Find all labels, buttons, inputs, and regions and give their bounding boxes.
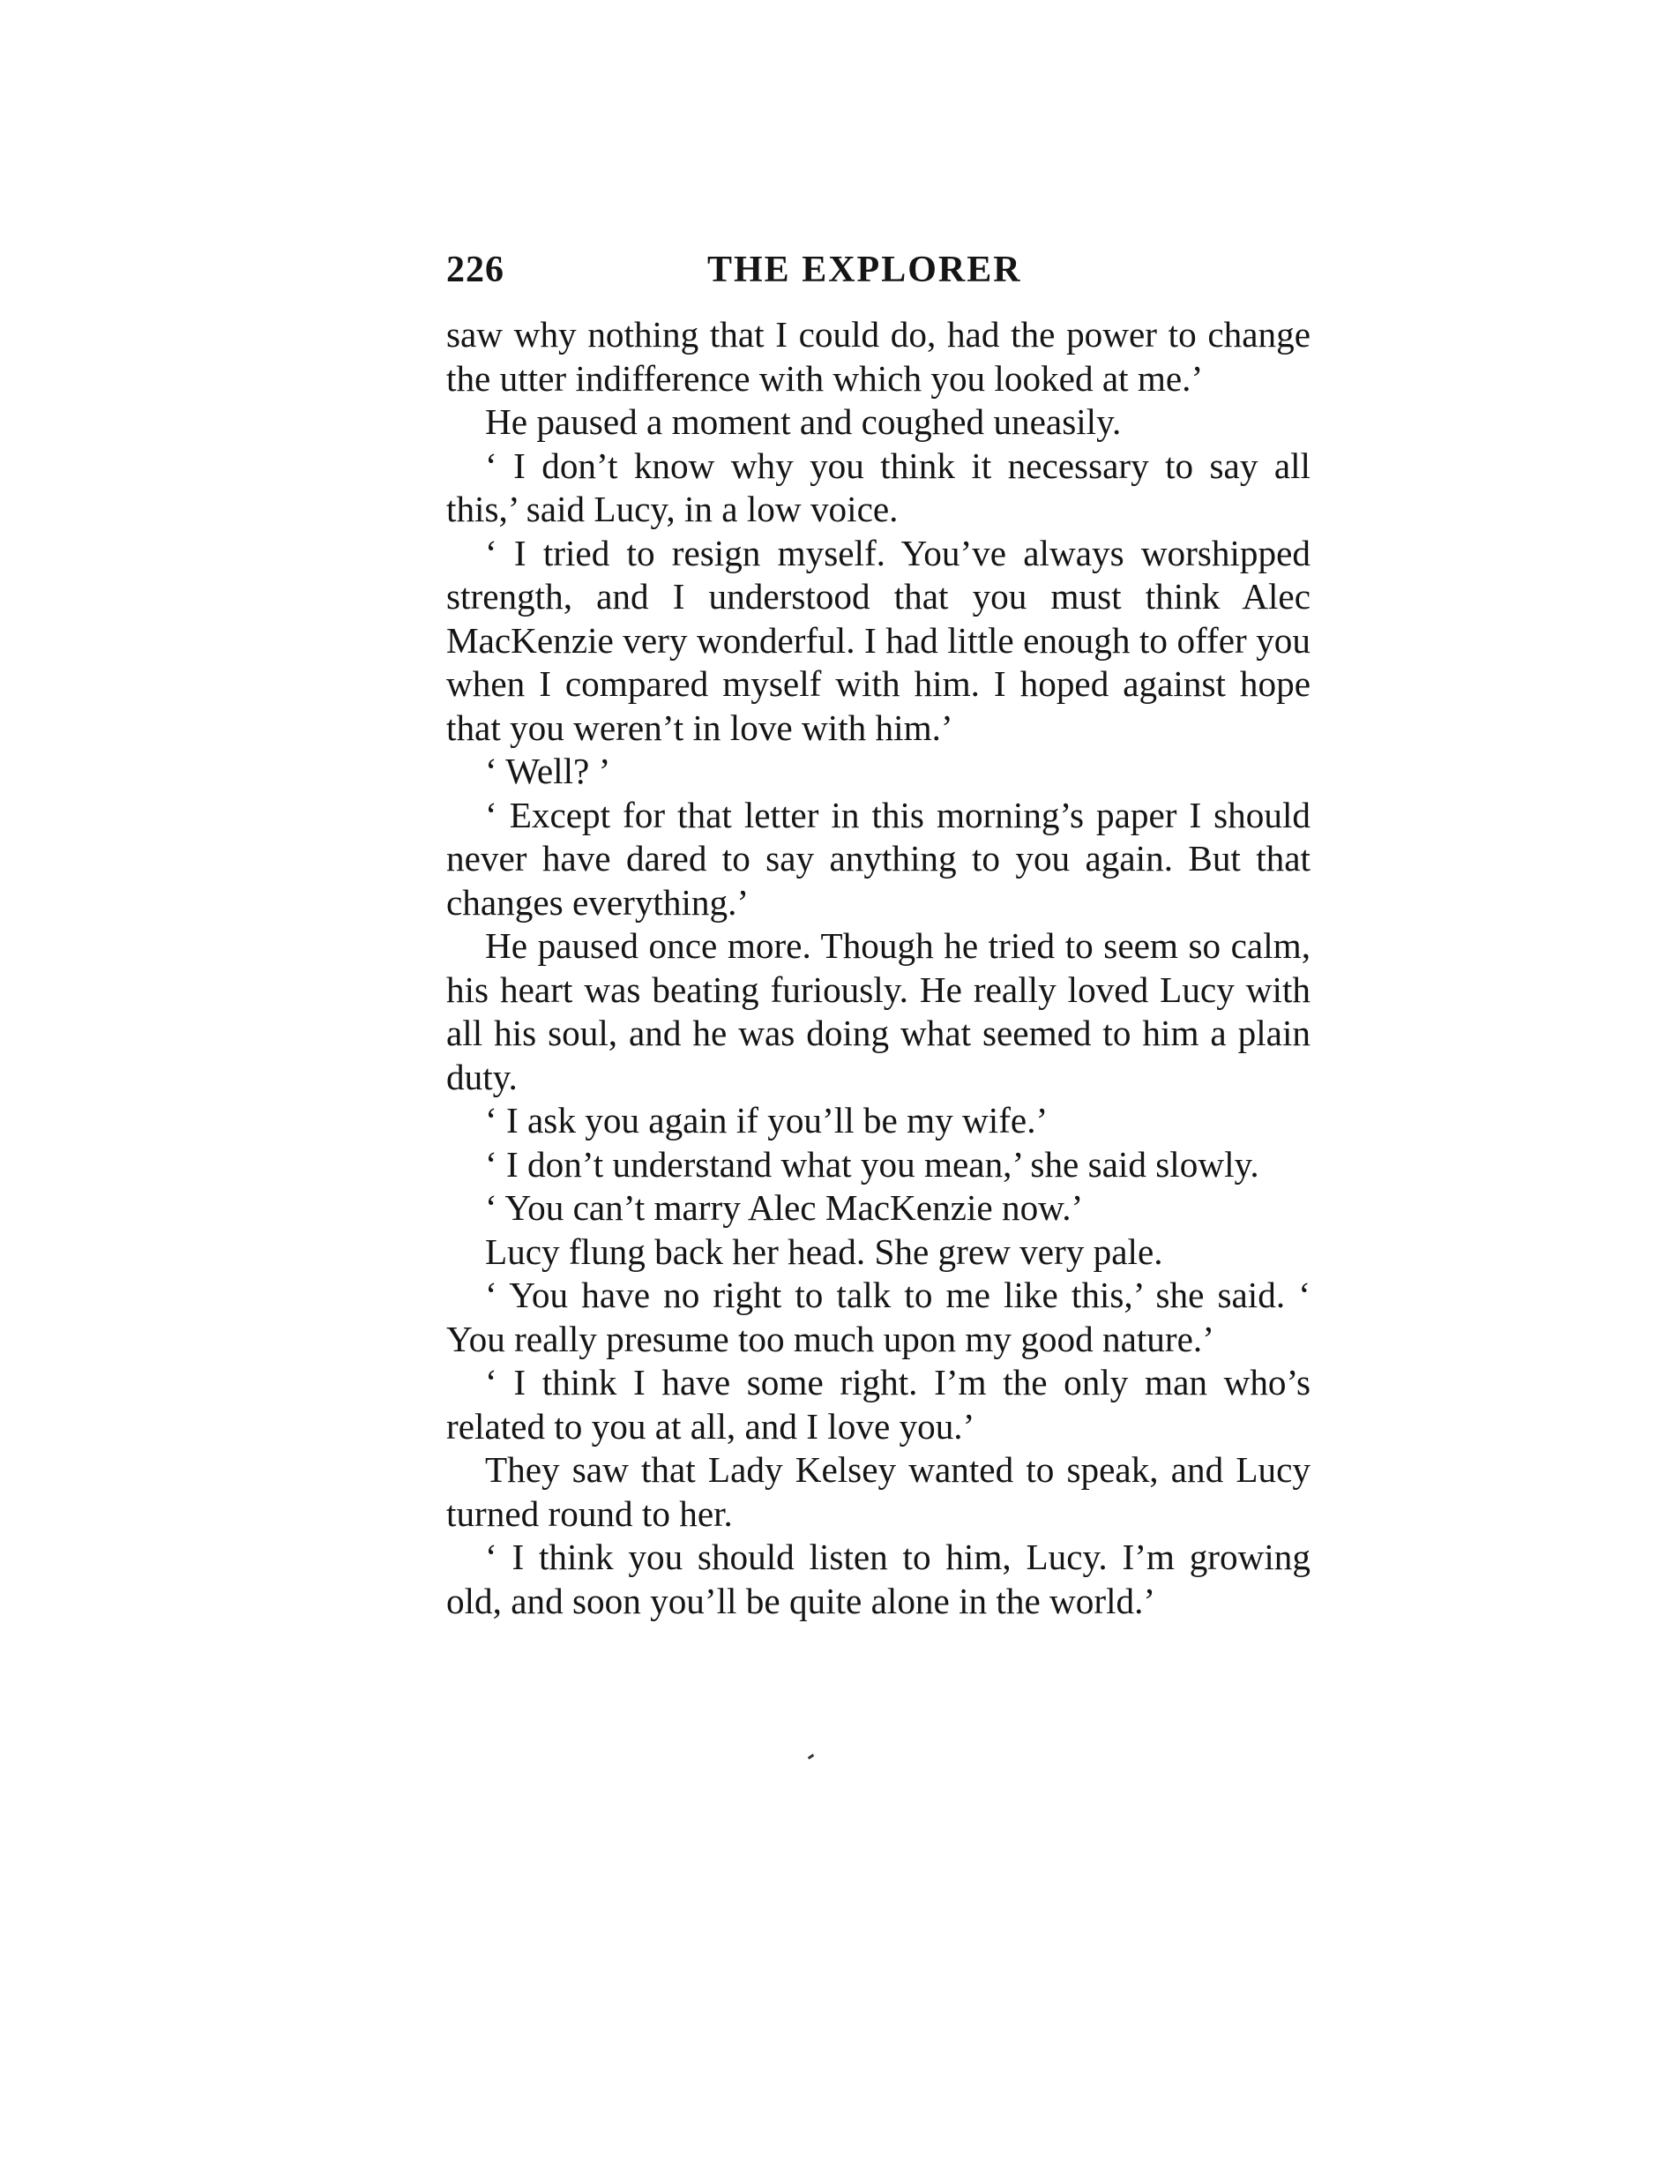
paragraph: ‘ Except for that letter in this morning’s paper I should never have dared to say anything to you again. But that changes everything.’: [446, 794, 1310, 923]
paragraph: He paused once more. Though he tried to seem so calm, his heart was beating furiously. He really loved Lucy with all his soul, and he was doing what seemed to him a plain duty.: [446, 925, 1310, 1097]
paragraph: ‘ I think I have some right. I’m the only man who’s related to you at all, and I love you.’: [446, 1362, 1310, 1447]
page-number: 226: [446, 250, 504, 290]
paragraph: ‘ I don’t understand what you mean,’ she said slowly.: [485, 1143, 1259, 1185]
body-text: [446, 313, 1310, 1769]
paragraph: ‘ I tried to resign myself. You’ve always worshipped strength, and I understood that you must think Alec MacKenzie very wonderful. I had little enough to offer you when I compared myself with him. I hoped against hope that you weren’t in love with him.’: [446, 532, 1310, 748]
paragraph: ‘ Well? ’: [485, 751, 611, 791]
paragraph: ‘ I think you should listen to him, Lucy. I’m growing old, and soon you’ll be quite alone in the world.’: [446, 1537, 1310, 1621]
running-head: THE EXPLORER: [707, 250, 1022, 290]
paragraph: ‘ You have no right to talk to me like this,’ she said. ‘ You really presume too much upon my good nature.’: [446, 1275, 1310, 1359]
page-header: [446, 249, 1310, 302]
paragraph: ‘ I ask you again if you’ll be my wife.’: [485, 1100, 1049, 1141]
paragraph: saw why nothing that I could do, had the power to change the utter indifference with which you looked at me.’: [446, 314, 1310, 399]
paragraph: ‘ I don’t know why you think it necessary to say all this,’ said Lucy, in a low voice.: [446, 445, 1310, 529]
paragraph: He paused a moment and coughed uneasily.: [485, 401, 1122, 442]
paragraph: ‘ You can’t marry Alec MacKenzie now.’: [485, 1187, 1084, 1228]
paragraph: Lucy flung back her head. She grew very pale.: [485, 1230, 1163, 1272]
paragraph: They saw that Lady Kelsey wanted to speak, and Lucy turned round to her.: [446, 1449, 1310, 1534]
